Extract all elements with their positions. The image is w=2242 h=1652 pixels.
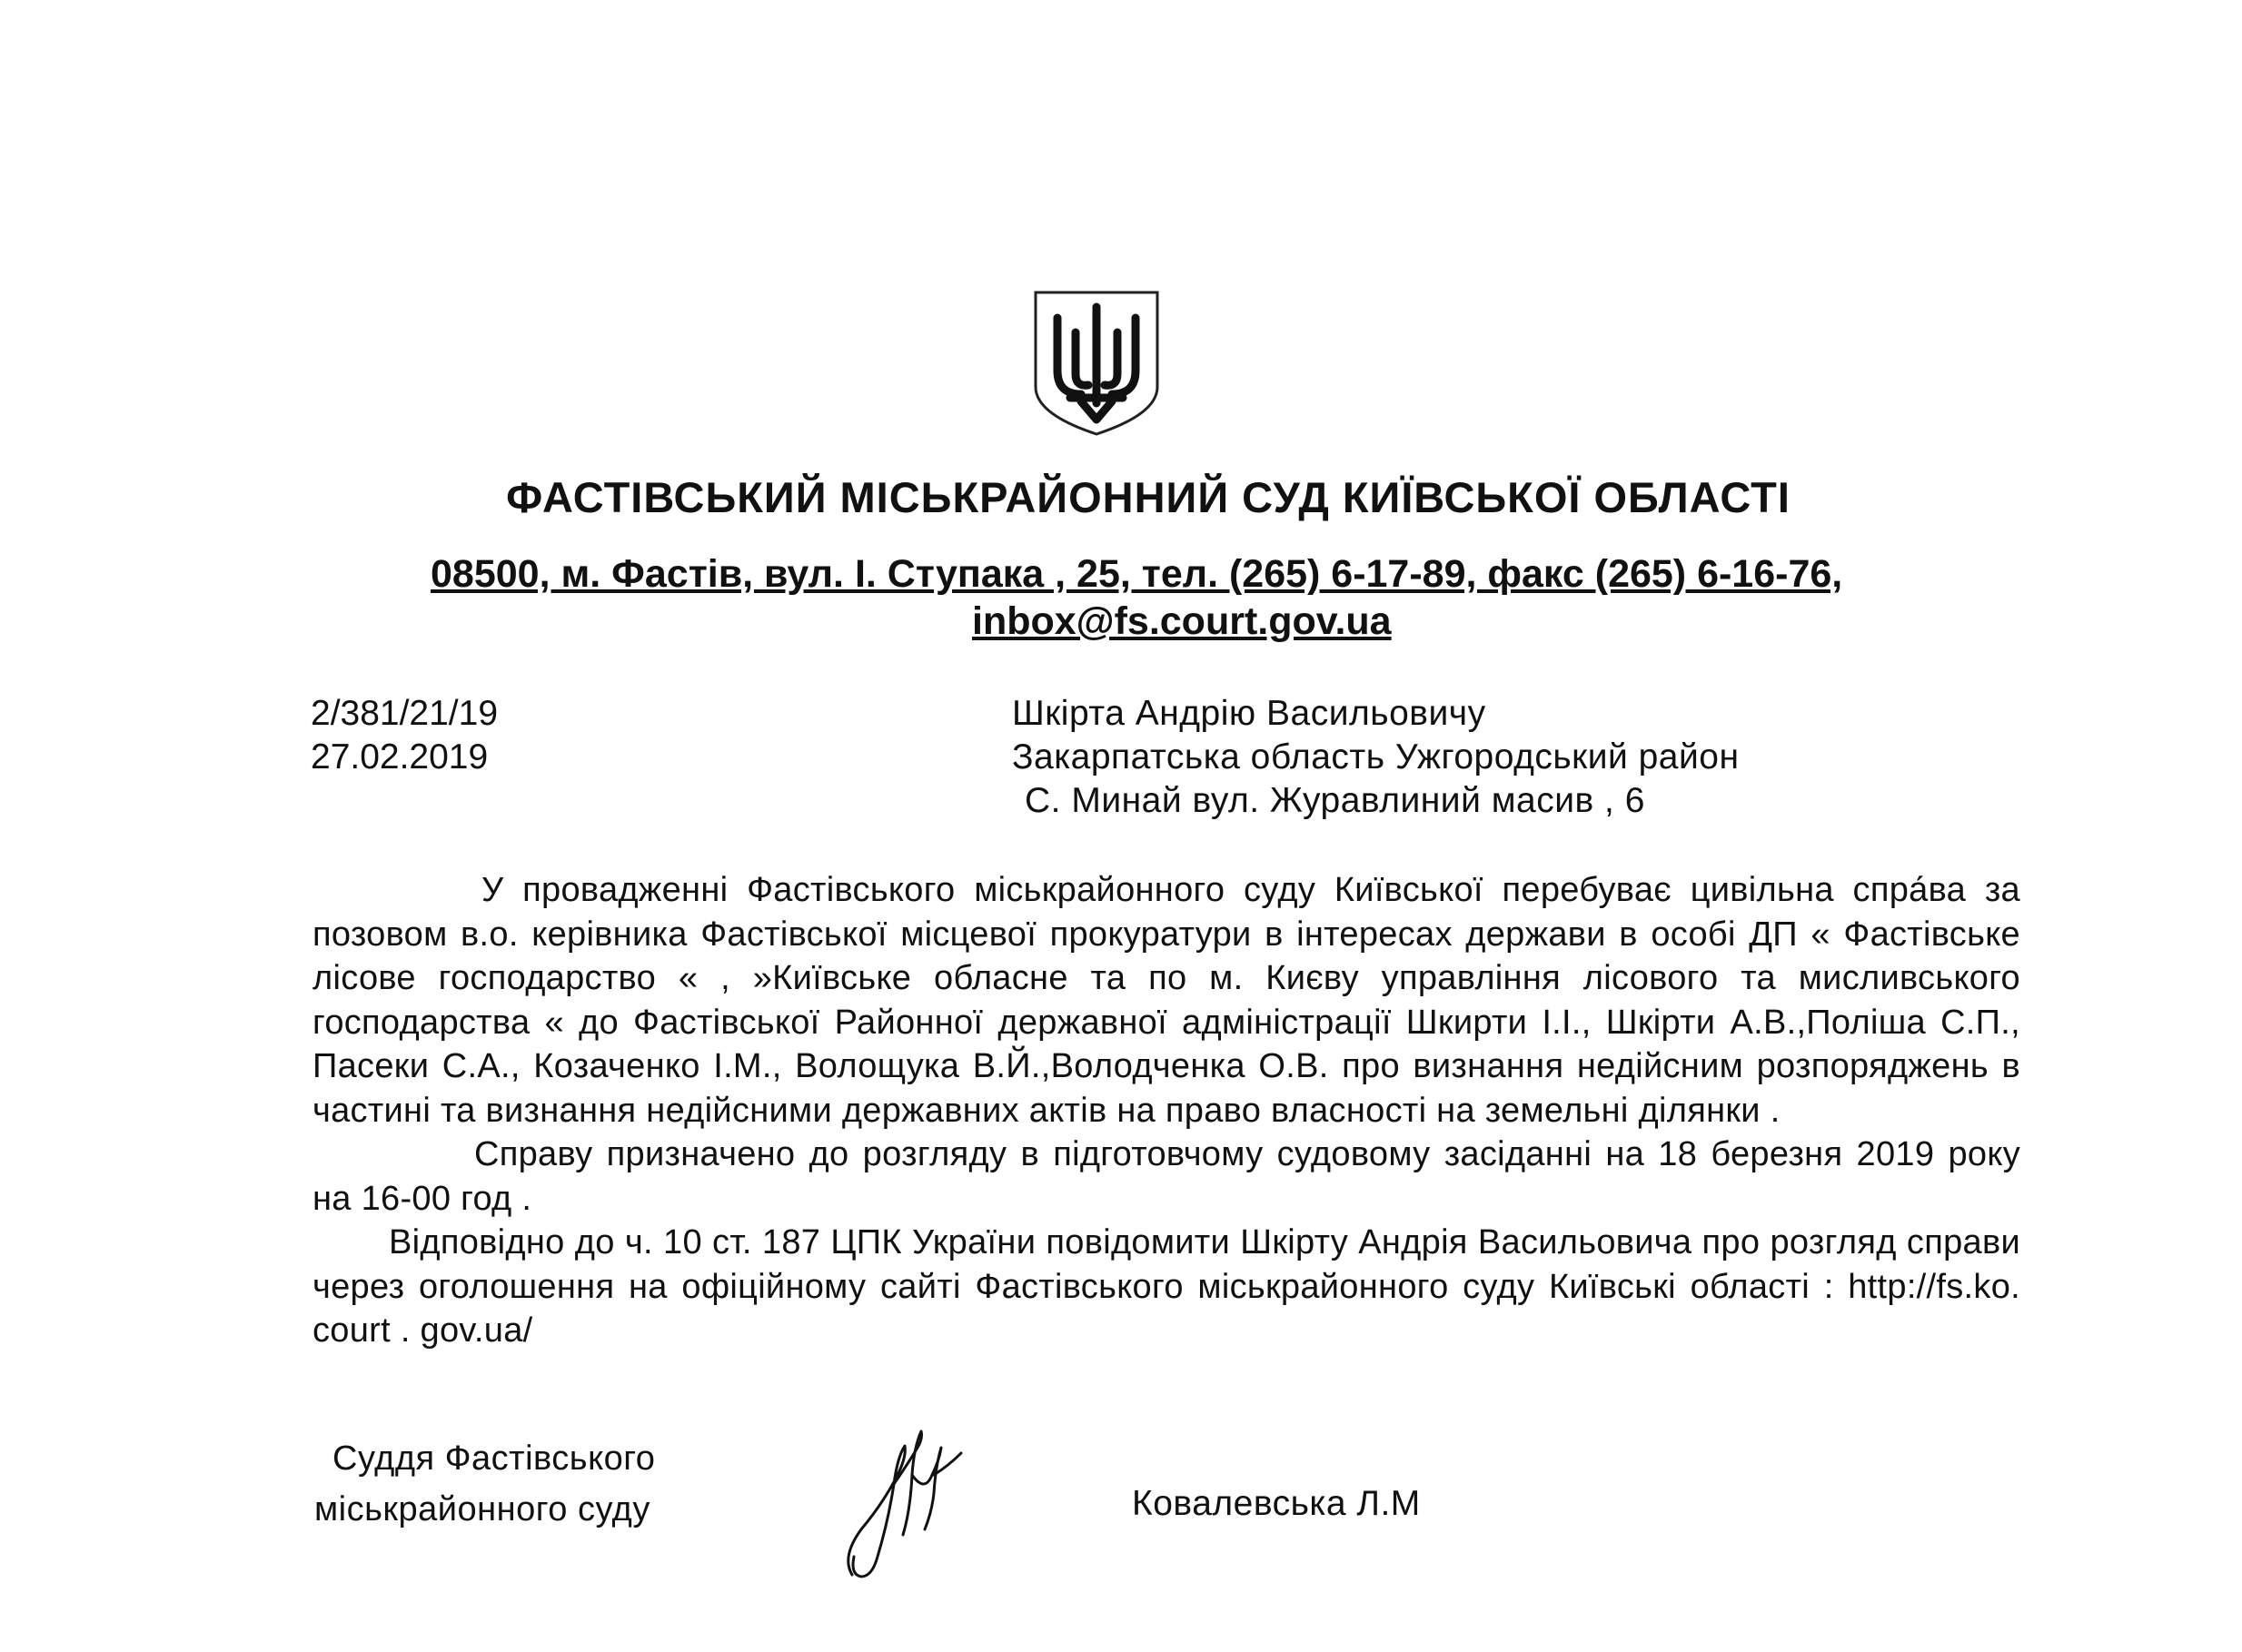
court-name-heading: ФАСТІВСЬКИЙ МІСЬКРАЙОННИЙ СУД КИЇВСЬКОЇ ОБЛАСТІ [506, 473, 1791, 521]
recipient-address-line-2: С. Минай вул. Журавлиний масив , 6 [1025, 781, 1645, 820]
recipient-address-line-1: Закарпатська область Ужгородський район [1012, 737, 1740, 777]
court-address: 08500, м. Фастів, вул. І. Ступака , 25, тел. (265) 6-17-89, факс (265) 6-16-76, [431, 552, 1843, 596]
recipient-name: Шкірта Андрію Васильовичу [1012, 694, 1486, 733]
body-paragraph-2: Справу призначено до розгляду в підготовчому судовому засіданні на 18 березня 2019 року на 16-00 год . [312, 1135, 2020, 1218]
judge-name: Ковалевська Л.М [1132, 1484, 1421, 1523]
body-paragraph-3: Відповідно до ч. 10 ст. 187 ЦПК України повідомити Шкірту Андрія Васильовича про розгляд справи через оголошення на офіційному сайті Фастівського міськрайонного суду Київські області : http://fs.ko. court . gov.ua/ [312, 1223, 2020, 1350]
case-number: 2/381/21/19 [311, 694, 499, 733]
court-email: inbox@fs.court.gov.ua [972, 599, 1392, 643]
judge-title [314, 1433, 655, 1535]
judge-title-line-2: міськрайонного суду [314, 1490, 650, 1528]
handwritten-signature [834, 1420, 979, 1584]
coat-of-arms-icon [1030, 287, 1163, 438]
recipient-block [1012, 692, 1740, 823]
judge-title-line-1: Суддя Фастівського [332, 1439, 656, 1478]
letter-body [312, 868, 2020, 1353]
body-paragraph-1: У провадженні Фастівського міськрайонного суду Київської перебуває цивільна спра́ва за позовом в.о. керівника Фастівської місцевої прокуратури в інтересах держави в особі ДП « Фастівське лісове господарство « , »Київське обласне та по м. Києву управління лісового та мисливського господарства « до Фастівської Районної державної адміністрації Шкирти І.І., Шкірти А.В.,Поліша С.П., Пасеки С.А., Козаченко І.М., Волощука В.Й.,Володченка О.В. про визнання недійсним розпоряджень в частині та визнання недійсними державних актів на право власності на земельні ділянки . [312, 871, 2020, 1130]
reference-block [311, 692, 498, 779]
letter-date: 27.02.2019 [311, 737, 489, 777]
